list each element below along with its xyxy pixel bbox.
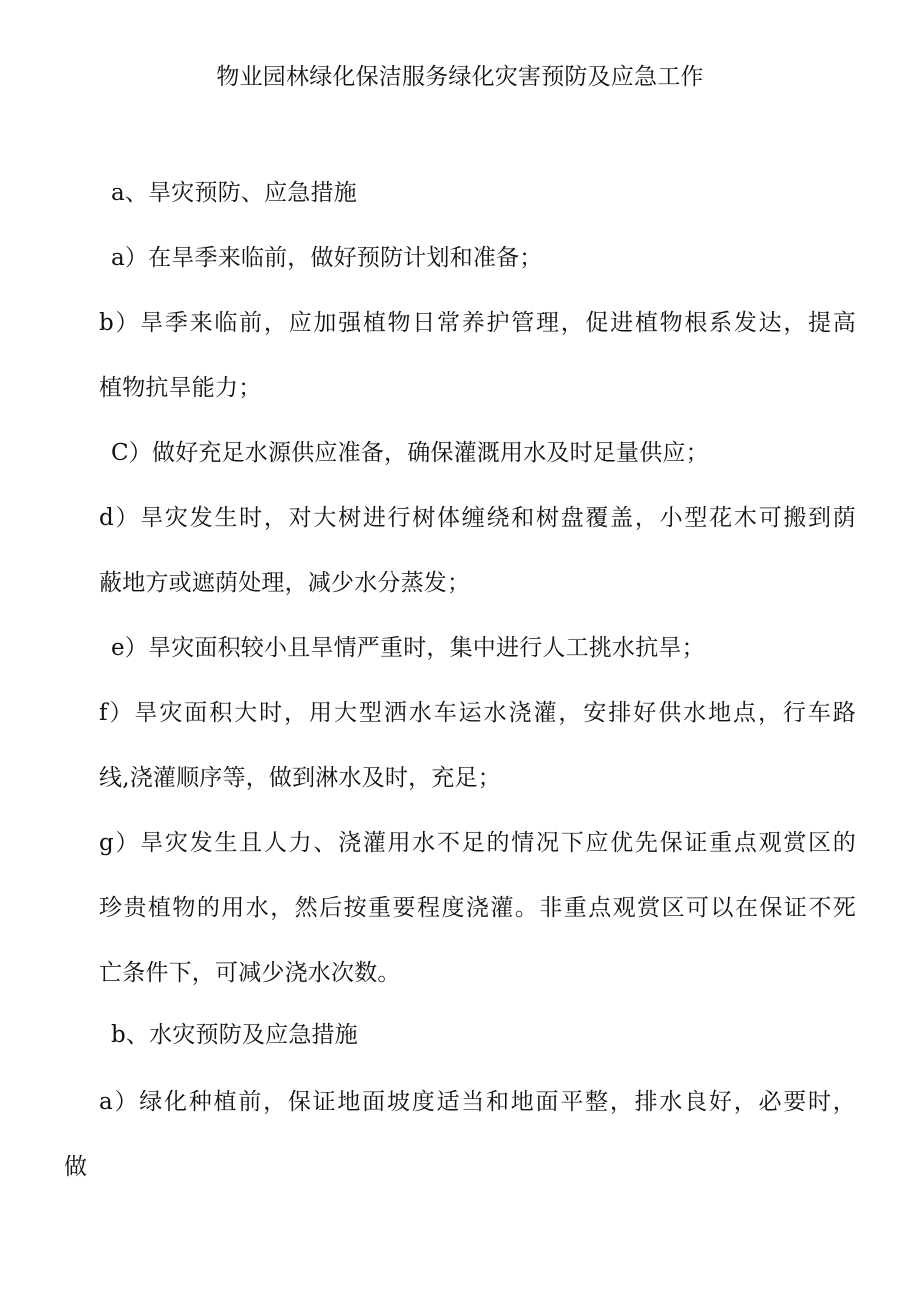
document-title: 物业园林绿化保洁服务绿化灾害预防及应急工作 <box>216 64 704 90</box>
paragraph-line: 亡条件下，可减少浇水次数。 <box>99 960 401 986</box>
paragraph-line: 蔽地方或遮荫处理，减少水分蒸发； <box>99 570 471 596</box>
paragraph-line: 珍贵植物的用水，然后按重要程度浇灌。非重点观赏区可以在保证不死 <box>99 895 856 921</box>
paragraph-line: a）绿化种植前，保证地面坡度适当和地面平整，排水良好，必要时， <box>99 1089 856 1115</box>
paragraph-line: d）旱灾发生时，对大树进行树体缠绕和树盘覆盖，小型花木可搬到荫 <box>99 505 856 531</box>
paragraph-line: f）旱灾面积大时，用大型洒水车运水浇灌，安排好供水地点，行车路 <box>99 700 856 726</box>
paragraph-line: g）旱灾发生且人力、浇灌用水不足的情况下应优先保证重点观赏区的 <box>99 830 856 856</box>
paragraph-line: a）在旱季来临前，做好预防计划和准备； <box>111 245 543 271</box>
section-heading-drought: a、旱灾预防、应急措施 <box>111 180 357 206</box>
paragraph-line: 做 <box>64 1154 88 1180</box>
paragraph-line: C）做好充足水源供应准备，确保灌溉用水及时足量供应； <box>111 440 709 466</box>
paragraph-line: 线,浇灌顺序等，做到淋水及时，充足； <box>99 765 501 791</box>
section-heading-flood: b、水灾预防及应急措施 <box>111 1022 358 1048</box>
paragraph-line: 植物抗旱能力； <box>99 375 262 401</box>
paragraph-line: b）旱季来临前，应加强植物日常养护管理，促进植物根系发达，提高 <box>99 310 856 336</box>
paragraph-line: e）旱灾面积较小且旱情严重时，集中进行人工挑水抗旱； <box>111 635 705 661</box>
